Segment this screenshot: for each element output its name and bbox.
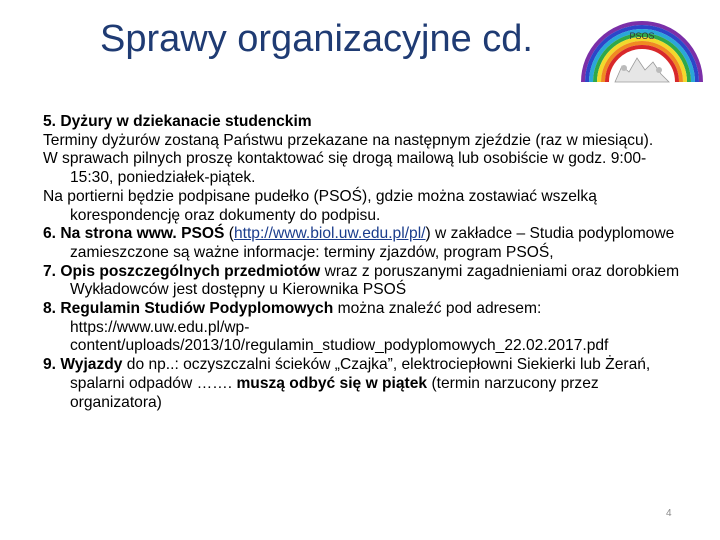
item-5: 5. Dyżury w dziekanacie studenckim — [43, 113, 312, 130]
biol-website-link[interactable]: http://www.biol.uw.edu.pl/pl/ — [233, 225, 426, 243]
page-number: 4 — [666, 508, 672, 519]
psos-rainbow-logo — [577, 8, 707, 86]
item-6: 6. Na strona www. PSOŚ (http://www.biol.uw.edu.pl/pl/) w zakładce – Studia podyplomowe zamieszczone są ważne informacje: terminy zjazdów, program PSOŚ, — [43, 225, 675, 261]
item-7: 7. Opis poszczególnych przedmiotów wraz z poruszanymi zagadnieniami oraz dorobkiem Wykładowców jest dostępny u Kierownika PSOŚ — [43, 262, 680, 299]
item-5-portiernia: Na portierni będzie podpisane pudełko (PSOŚ), gdzie można zostawiać wszelką korespondencję oraz dokumenty do podpisu. — [43, 187, 597, 224]
logo-text: PSOS — [629, 31, 655, 41]
item-5-terminy: Terminy dyżurów zostaną Państwu przekazane na następnym zjeździe (raz w miesiącu). — [43, 131, 654, 149]
slide-content — [43, 113, 683, 412]
page-title: Sprawy organizacyjne cd. — [100, 18, 533, 60]
item-5-sprawy-pilne: W sprawach pilnych proszę kontaktować się drogą mailową lub osobiście w godz. 9:00-15:30, poniedziałek-piątek. — [43, 150, 647, 187]
item-9: 9. Wyjazdy do np..: oczyszczalni ścieków „Czajka”, elektrociepłowni Siekierki lub Żerań, spalarni odpadów ……. muszą odbyć się w piątek (termin narzucony przez organizatora) — [43, 356, 651, 411]
item-8: 8. Regulamin Studiów Podyplomowych można znaleźć pod adresem: https://www.uw.edu.pl/wp-content/uploads/2013/10/regulamin_studiow_podyplomowych_22.02.2017.pdf — [43, 300, 609, 355]
